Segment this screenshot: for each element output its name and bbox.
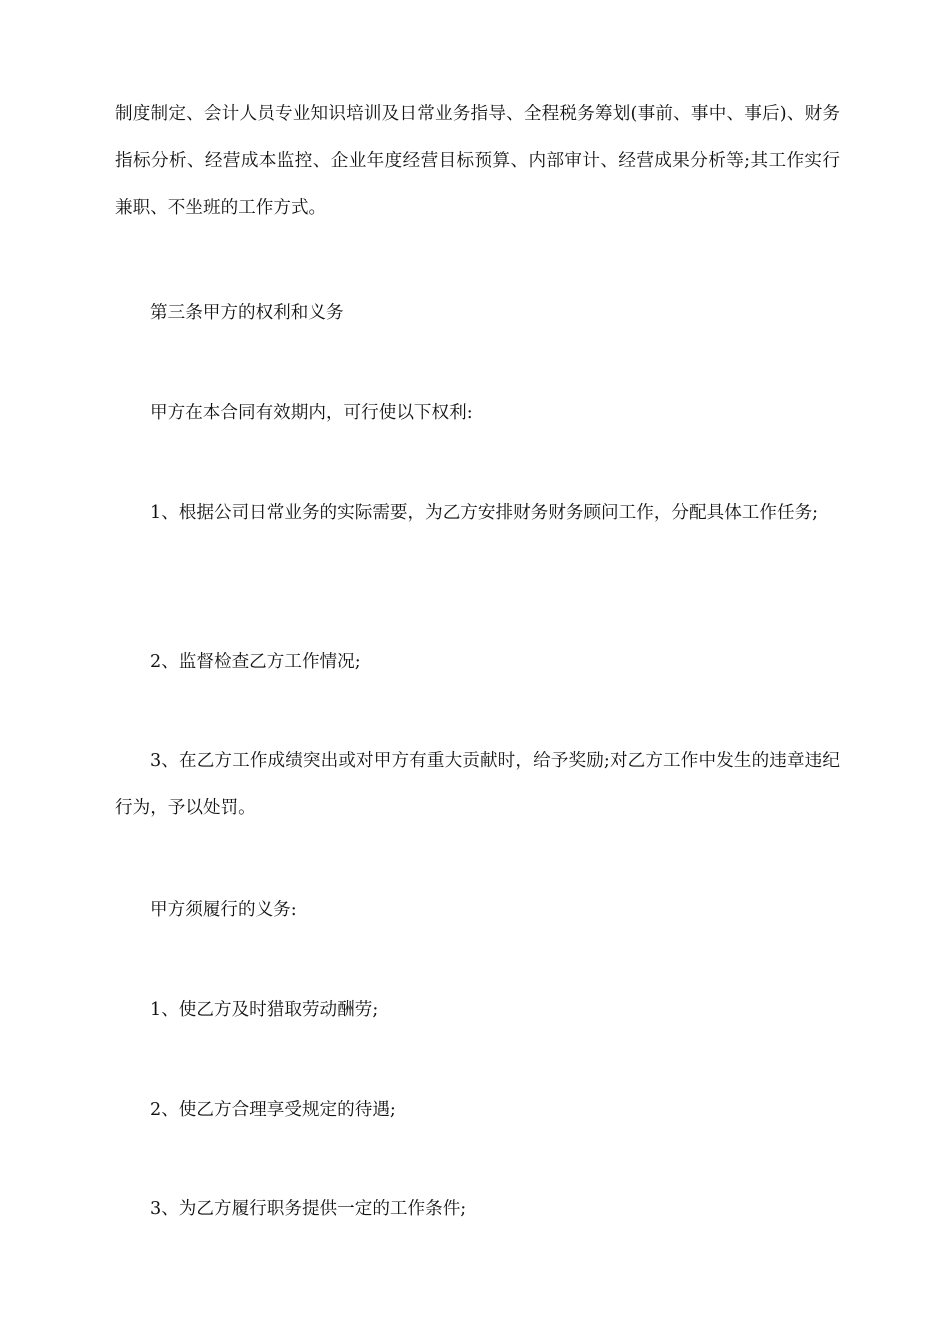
paragraph-right-3: 3、在乙方工作成绩突出或对甲方有重大贡献时，给予奖励;对乙方工作中发生的违章违纪行为，予以处罚。	[115, 751, 840, 818]
paragraph-party-a-rights-intro: 甲方在本合同有效期内，可行使以下权利:	[150, 403, 473, 423]
paragraph-right-2: 2、监督检查乙方工作情况;	[150, 652, 361, 672]
paragraph-party-a-duties-intro: 甲方须履行的义务:	[150, 900, 297, 920]
paragraph-continued-scope: 制度制定、会计人员专业知识培训及日常业务指导、全程税务筹划(事前、事中、事后)、财务指标分析、经营成本监控、企业年度经营目标预算、内部审计、经营成果分析等;其工作实行兼职、不坐班的工作方式。	[115, 104, 840, 218]
paragraph-duty-2: 2、使乙方合理享受规定的待遇;	[150, 1100, 396, 1120]
article-heading-3: 第三条甲方的权利和义务	[150, 303, 344, 323]
paragraph-duty-1: 1、使乙方及时猎取劳动酬劳;	[150, 1000, 379, 1020]
paragraph-duty-3: 3、为乙方履行职务提供一定的工作条件;	[150, 1199, 467, 1219]
paragraph-right-1: 1、根据公司日常业务的实际需要，为乙方安排财务财务顾问工作，分配具体工作任务;	[150, 503, 819, 523]
